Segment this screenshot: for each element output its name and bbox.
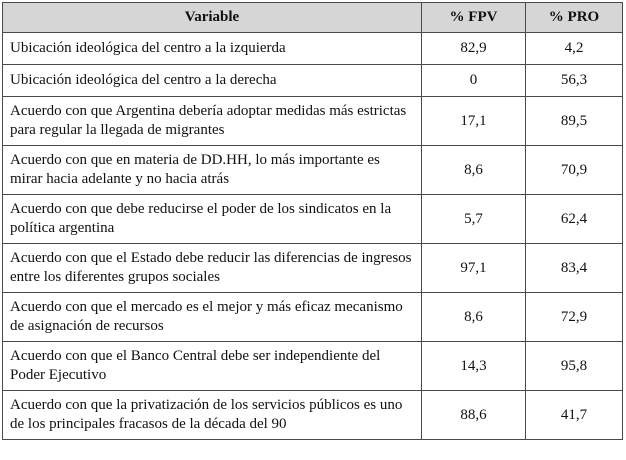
fpv-cell: 14,3 xyxy=(422,342,526,391)
variable-cell: Acuerdo con que debe reducirse el poder de los sindicatos en la política argentina xyxy=(3,195,422,244)
table-row xyxy=(3,391,623,440)
table-header xyxy=(3,3,623,33)
variable-cell: Acuerdo con que Argentina debería adoptar medidas más estrictas para regular la llegada de migrantes xyxy=(3,97,422,146)
table-row xyxy=(3,293,623,342)
table-body xyxy=(3,33,623,440)
table-row xyxy=(3,342,623,391)
variable-cell: Acuerdo con que el mercado es el mejor y más eficaz mecanismo de asignación de recursos xyxy=(3,293,422,342)
table-row xyxy=(3,65,623,97)
header-row xyxy=(3,3,623,33)
header-variable: Variable xyxy=(3,3,422,33)
variable-cell: Acuerdo con que el Banco Central debe ser independiente del Poder Ejecutivo xyxy=(3,342,422,391)
data-table-container xyxy=(2,2,622,440)
pro-cell: 4,2 xyxy=(526,33,623,65)
pro-cell: 56,3 xyxy=(526,65,623,97)
table-row xyxy=(3,244,623,293)
fpv-cell: 5,7 xyxy=(422,195,526,244)
header-pro: % PRO xyxy=(526,3,623,33)
fpv-cell: 17,1 xyxy=(422,97,526,146)
variables-table xyxy=(2,2,623,440)
fpv-cell: 88,6 xyxy=(422,391,526,440)
fpv-cell: 82,9 xyxy=(422,33,526,65)
table-row xyxy=(3,97,623,146)
fpv-cell: 97,1 xyxy=(422,244,526,293)
pro-cell: 83,4 xyxy=(526,244,623,293)
pro-cell: 72,9 xyxy=(526,293,623,342)
table-row xyxy=(3,195,623,244)
pro-cell: 70,9 xyxy=(526,146,623,195)
pro-cell: 41,7 xyxy=(526,391,623,440)
pro-cell: 62,4 xyxy=(526,195,623,244)
variable-cell: Ubicación ideológica del centro a la derecha xyxy=(3,65,422,97)
variable-cell: Acuerdo con que el Estado debe reducir las diferencias de ingresos entre los diferentes grupos sociales xyxy=(3,244,422,293)
header-fpv: % FPV xyxy=(422,3,526,33)
pro-cell: 89,5 xyxy=(526,97,623,146)
variable-cell: Ubicación ideológica del centro a la izquierda xyxy=(3,33,422,65)
fpv-cell: 0 xyxy=(422,65,526,97)
table-row xyxy=(3,33,623,65)
table-row xyxy=(3,146,623,195)
pro-cell: 95,8 xyxy=(526,342,623,391)
fpv-cell: 8,6 xyxy=(422,293,526,342)
variable-cell: Acuerdo con que en materia de DD.HH, lo más importante es mirar hacia adelante y no hacia atrás xyxy=(3,146,422,195)
variable-cell: Acuerdo con que la privatización de los servicios públicos es uno de los principales fracasos de la década del 90 xyxy=(3,391,422,440)
fpv-cell: 8,6 xyxy=(422,146,526,195)
